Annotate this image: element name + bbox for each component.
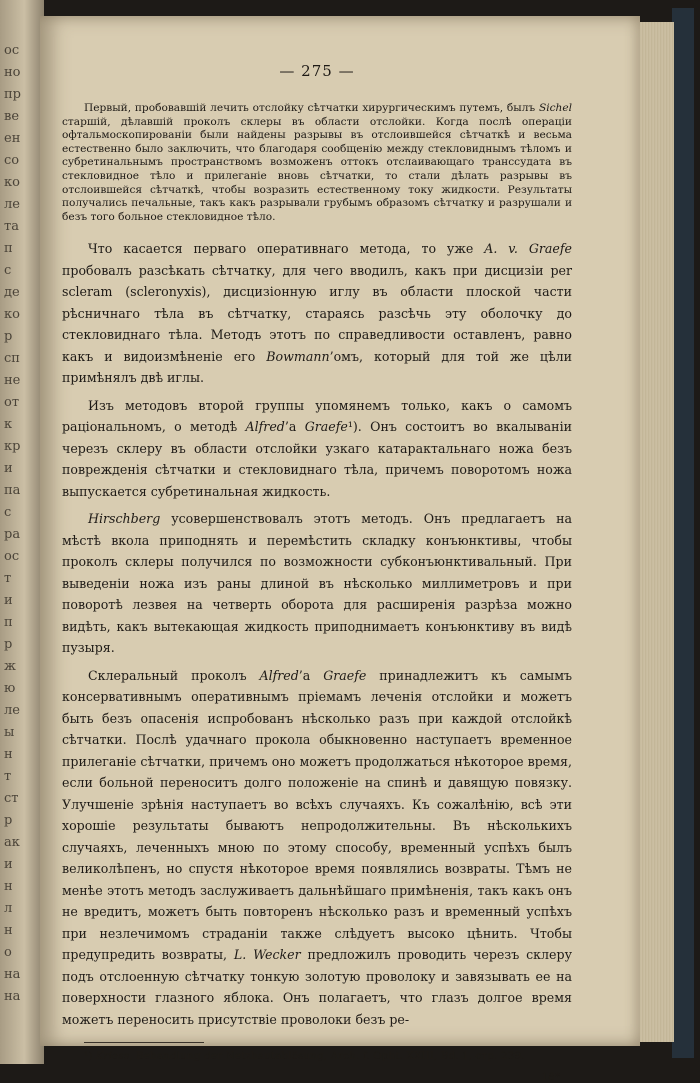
adjacent-page-text: ос но пр ве ен со ко ле та п с де ко р сп не от к кр и па с ра ос т и п р ж ю ле ы н т ст р ак и н л н о на на [4,43,21,1004]
paragraph-1: Что касается перваго оперативнаго метода, то уже A. v. Graefe пробовалъ разсѣкать сѣтчатку, для чего вводилъ, какъ при дисцизіи per scleram (scleronyxis), дисцизіонную иглу въ области плоской части рѣсничнаго тѣла въ сѣтчатку, стараясь разсѣчь эту оболочку до стекловиднаго тѣла. Методъ этотъ по справедливости оставленъ, равно какъ и видоизмѣненіе его Bowmann’омъ, который для той же цѣли примѣнялъ двѣ иглы. [62,241,572,386]
page-content [62,62,572,1083]
paragraph-2: Изъ методовъ второй группы упомянемъ только, какъ о самомъ раціональномъ, о методѣ Alfred’а Graefe¹). Онъ состоитъ во вкалываніи черезъ склеру въ области отслойки узкаго катарактальнаго ножа безъ поврежденія сѣтчатки и стекловиднаго тѣла, причемъ поворотомъ ножа выпускается субретинальная жидкость. [62,397,573,499]
intro-paragraph: Первый, пробовавшій лечить отслойку сѣтчатки хирургическимъ путемъ, былъ Sichel старшій, дѣлавшій проколъ склеры въ области отслойки. Когда послѣ операціи офтальмоскопированіи были найдены разрывы въ отслоившейся сѣтчаткѣ и весьма естественно было заключить, что благодаря сообщенію между стекловиднымъ тѣломъ и субретинальнымъ пространствомъ возможенъ оттокъ отслаивающаго транссудата въ стекловидное тѣло и прилеганіе вновь сѣтчатки, то стали дѣлать разрывы въ отслоившейся сѣтчаткѣ, чтобы возразить естественному току жидкости. Результаты получались печальные, такъ какъ разрывали грубымъ образомъ сѣтчатку и разрушали и безъ того больное стекловидное тѣло. [62,102,572,223]
page-number: — 275 — [279,62,355,80]
adjacent-page-edge [0,0,44,1064]
signature-mark: 18* [541,1071,560,1083]
footnote-divider [84,1042,204,1043]
footnote: ¹) Kriess, Behandlung der Netzhautablösung, Arch. f. Opht. XXIII, Bd. 1, стр. 239. [84,1050,525,1063]
author-sichel: Sichel [538,102,572,114]
page-stack-edge [638,22,674,1042]
paragraph-3: Hirschberg усовершенствовалъ этотъ методъ. Онъ предлагаетъ на мѣстѣ вкола приподнять и перемѣстить складку конъюнктивы, чтобы проколъ склеры получился по возможности субконъюнктивальный. При выведеніи ножа изъ раны длиной въ нѣсколько миллиметровъ и при повоpотѣ лезвея на четверть оборота для расширенія разрѣза можно видѣть, какъ вытекающая жидкость приподнимаетъ конъюнктиву въ видѣ пузыря. [62,511,572,656]
book-cover-edge [672,8,694,1058]
paragraph-4: Склеральный проколъ Alfred’а Graefe принадлежитъ къ самымъ консервативнымъ оперативнымъ пріемамъ леченія отслойки и можетъ быть безъ опасенія испробованъ нѣсколько разъ при каждой отслойкѣ сѣтчатки. Послѣ удачнаго прокола обыкновенно наступаетъ временное прилеганіе сѣтчатки, причемъ оно можетъ продолжаться нѣкоторое время, если больной переноситъ долго положеніе на спинѣ и давящую повязку. Улучшеніе зрѣнія наступаетъ во всѣхъ случаяхъ. Къ сожалѣнію, всѣ эти хорошіе результаты бываютъ непродолжительны. Въ нѣсколькихъ случаяхъ, леченныхъ мною по этому способу, временный успѣхъ былъ великолѣпенъ, но спустя нѣкоторое время появлялись возвраты. Тѣмъ не менѣе этотъ методъ заслуживаетъ дальнѣйшаго примѣненія, такъ какъ онъ не вредитъ, можетъ быть повторенъ нѣсколько разъ и временный успѣхъ при незлечимомъ страданіи также слѣдуетъ высоко цѣнить. Чтобы предупредить возвраты, L. Wecker предложилъ проводить черезъ склеру подъ отслоенную сѣтчатку тонкую золотую проволоку и завязывать ее на поверхности глазного яблока. Онъ полагаетъ, что глазъ долгое время можетъ переносить присутствіе проволоки безъ ре- [62,667,572,1027]
